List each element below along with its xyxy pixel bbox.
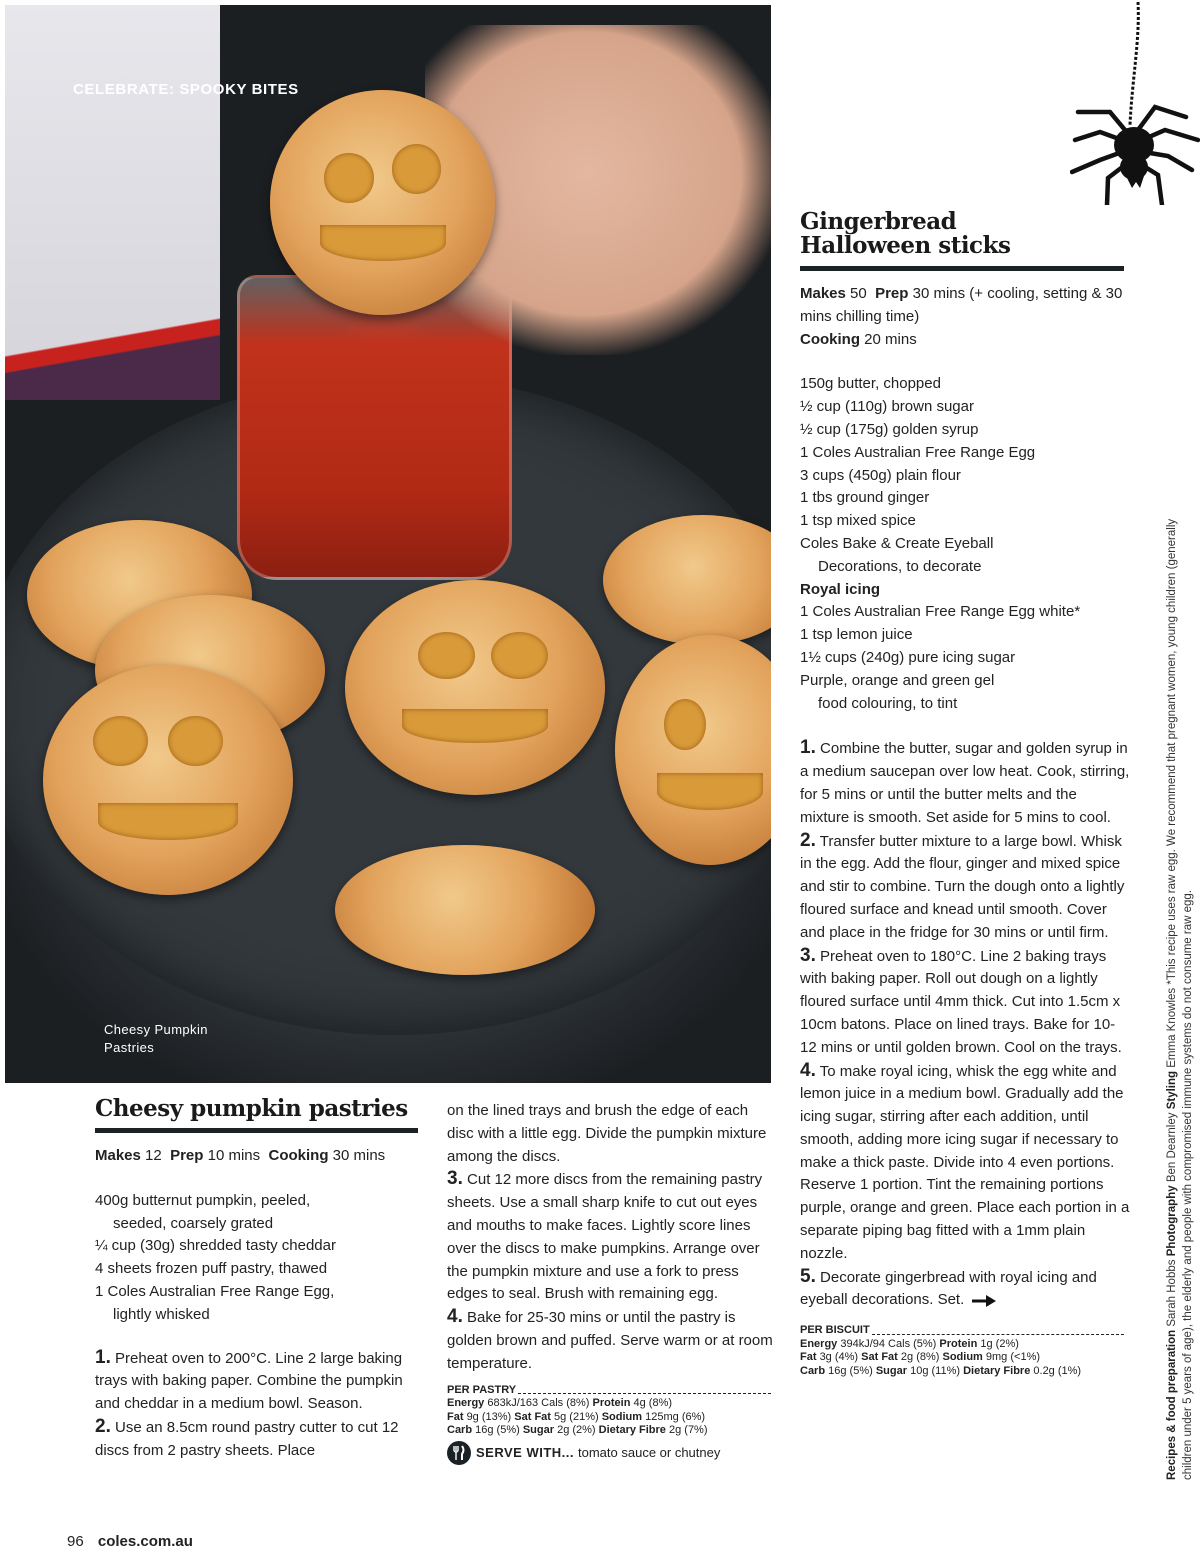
nutrition-header: PER PASTRY	[447, 1384, 771, 1398]
arrow-right-icon	[972, 1295, 996, 1307]
nutrition-panel	[800, 1324, 1124, 1378]
credits-line: Recipes & food preparation Sarah Hobbs Photography Ben Dearnley Styling Emma Knowles *This recipe uses raw egg. We recommend that pregnant women, young children (generally children under 5 years of age), the elderly and people with compromised immune systems do not consume raw egg.	[1166, 518, 1194, 1480]
step-text: Combine the butter, sugar and golden syrup in a medium saucepan over low heat. Cook, stirring, for 5 mins or until the butter melts and the mixture is smooth. Set aside for 5 mins to cool.	[800, 740, 1130, 826]
ingredient: Purple, orange and green gel	[800, 671, 995, 689]
method-step	[800, 1266, 1130, 1313]
page-footer	[67, 1533, 193, 1550]
ingredient: Decorations, to decorate	[818, 557, 982, 575]
ingredient-list	[95, 1190, 425, 1327]
cooking-label: Cooking	[268, 1147, 329, 1164]
makes-value: 50	[850, 285, 867, 302]
pastry	[335, 845, 595, 975]
ingredient: 4 sheets frozen puff pastry, thawed	[95, 1260, 328, 1278]
pastry-eye	[418, 632, 475, 679]
ingredient: ½ cup (175g) golden syrup	[800, 420, 979, 438]
prep-label: Prep	[875, 285, 909, 302]
makes-label: Makes	[95, 1147, 141, 1164]
ingredient: 1 Coles Australian Free Range Egg	[800, 443, 1036, 461]
page-number: 96	[67, 1533, 84, 1550]
step-number: 5.	[800, 1265, 816, 1287]
ingredient: seeded, coarsely grated	[113, 1214, 274, 1232]
step-text: Preheat oven to 200°C. Line 2 large baking trays with baking paper. Combine the pumpkin and cheddar in a medium bowl. Season.	[95, 1349, 403, 1413]
method-step	[800, 1060, 1130, 1266]
step-number: 1.	[95, 1346, 111, 1368]
method-steps	[95, 1347, 425, 1463]
pastry-eye	[491, 632, 548, 679]
cooking-value: 20 mins	[864, 330, 917, 348]
makes-value: 12	[145, 1147, 162, 1164]
pastry-held	[270, 90, 495, 315]
pastry-mouth	[657, 773, 763, 810]
ingredient: Coles Bake & Create Eyeball	[800, 534, 994, 552]
ingredient: 1 Coles Australian Free Range Egg,	[95, 1282, 335, 1300]
pastry	[345, 580, 605, 795]
method-step	[800, 945, 1130, 1060]
recipe-title	[800, 210, 1130, 258]
method-step	[95, 1416, 425, 1463]
nutrition-panel	[447, 1384, 771, 1438]
nutrition-row: Energy 683kJ/163 Cals (8%) Protein 4g (8%)	[447, 1397, 673, 1410]
ingredient: 1 Coles Australian Free Range Egg white*	[800, 603, 1081, 621]
step-text: Preheat oven to 180°C. Line 2 baking trays with baking paper. Roll out dough on a lightly floured surface until 4mm thick. Cut into 1.5cm x 10cm batons. Place on lined trays. Bake for 10-12 mins or until golden brown. Cool on the trays.	[800, 947, 1122, 1056]
site-link[interactable]: coles.com.au	[97, 1533, 193, 1550]
step-number: 2.	[95, 1415, 111, 1437]
recipe-title-line: Halloween sticks	[800, 232, 1011, 259]
hero-photo	[5, 5, 771, 1083]
step-number: 2.	[800, 829, 816, 851]
prep-value: 30 mins (+ cooling, setting & 30 mins chilling time)	[800, 285, 1123, 325]
ingredient: 3 cups (450g) plain flour	[800, 466, 961, 484]
recipe-title: Cheesy pumpkin pastries	[95, 1095, 408, 1122]
pastry-eye	[168, 716, 223, 767]
credits	[1165, 500, 1196, 1480]
pastry-eye	[324, 153, 374, 203]
ingredient: food colouring, to tint	[818, 694, 958, 712]
step-number: 3.	[447, 1168, 463, 1190]
step-text: Decorate gingerbread with royal icing and eyeball decorations. Set.	[800, 1268, 1097, 1309]
method-steps	[800, 737, 1130, 1312]
method-step	[800, 830, 1130, 945]
nutrition-header: PER BISCUIT	[800, 1324, 1124, 1338]
hanging-spider-icon	[1070, 0, 1200, 205]
photo-caption-line: Cheesy Pumpkin	[104, 1022, 208, 1037]
method-step-continued	[447, 1100, 777, 1168]
method-step	[447, 1168, 777, 1306]
ingredient: 1 tsp lemon juice	[800, 626, 913, 644]
recipe-gingerbread	[800, 210, 1130, 1378]
step-number: 3.	[800, 944, 816, 966]
ingredient: 1 tsp mixed spice	[800, 512, 916, 530]
prep-label: Prep	[170, 1147, 204, 1164]
step-number: 1.	[800, 737, 816, 759]
cooking-value: 30 mins	[332, 1147, 386, 1164]
ingredient: lightly whisked	[113, 1305, 210, 1323]
photo-caption	[104, 1021, 264, 1057]
step-text: on the lined trays and brush the edge of each disc with a little egg. Divide the pumpkin mixture among the discs.	[447, 1102, 767, 1165]
pastry	[43, 665, 293, 895]
ingredient: 400g butternut pumpkin, peeled,	[95, 1191, 311, 1209]
pastry-eye	[392, 144, 442, 194]
recipe-meta	[800, 283, 1130, 351]
step-number: 4.	[447, 1306, 463, 1328]
recipe-pumpkin-col2	[447, 1100, 777, 1465]
serve-with-text: tomato sauce or chutney	[578, 1445, 721, 1461]
photo-shirt-red	[5, 255, 220, 400]
recipe-title-line: Gingerbread	[800, 208, 957, 235]
raw-egg-note: *This recipe uses raw egg. We recommend that pregnant women, young children (generally children under 5 years of age), the elderly and people with compromised immune systems do not consume raw egg.	[1166, 518, 1194, 1480]
pastry-mouth	[402, 709, 548, 743]
ingredient-list	[800, 373, 1130, 715]
pastry-mouth	[320, 225, 446, 261]
method-steps	[447, 1100, 777, 1376]
nutrition-row: Carb 16g (5%) Sugar 2g (2%) Dietary Fibre 2g (7%)	[447, 1424, 708, 1437]
step-number: 4.	[800, 1059, 816, 1081]
serve-with	[447, 1441, 777, 1465]
pastry-eye	[664, 699, 706, 750]
cooking-label: Cooking	[800, 330, 860, 348]
nutrition-row: Fat 9g (13%) Sat Fat 5g (21%) Sodium 125mg (6%)	[447, 1410, 706, 1423]
step-text: Bake for 25-30 mins or until the pastry is golden brown and puffed. Serve warm or at room temperature.	[447, 1309, 773, 1372]
recipe-meta	[95, 1145, 425, 1168]
ingredient: ½ cup (110g) brown sugar	[800, 398, 974, 416]
section-tag: CELEBRATE: SPOOKY BITES	[73, 81, 299, 98]
ingredient: 1 tbs ground ginger	[800, 489, 930, 507]
step-text: Cut 12 more discs from the remaining pastry sheets. Use a small sharp knife to cut out eyes and mouths to make faces. Lightly score lines over the discs to make pumpkins. Arrange over the pumpkin mixture and use a fork to press edges to seal. Brush with remaining egg.	[447, 1171, 763, 1303]
serve-with-label: SERVE WITH...	[476, 1445, 574, 1461]
method-step	[800, 737, 1130, 829]
fork-knife-icon	[447, 1441, 471, 1465]
ingredient: 150g butter, chopped	[800, 375, 941, 393]
pastry-mouth	[98, 803, 238, 840]
ingredient: ¼ cup (30g) shredded tasty cheddar	[95, 1237, 336, 1255]
ingredient-subheading: Royal icing	[800, 580, 881, 598]
ingredient: 1½ cups (240g) pure icing sugar	[800, 648, 1016, 666]
nutrition-row: Fat 3g (4%) Sat Fat 2g (8%) Sodium 9mg (<1%)	[800, 1351, 1041, 1364]
title-rule	[800, 266, 1124, 271]
method-step	[447, 1306, 777, 1375]
makes-label: Makes	[800, 285, 846, 302]
title-rule	[95, 1128, 418, 1133]
photo-caption-line: Pastries	[104, 1040, 155, 1055]
nutrition-row: Carb 16g (5%) Sugar 10g (11%) Dietary Fibre 0.2g (1%)	[800, 1364, 1082, 1377]
nutrition-row: Energy 394kJ/94 Cals (5%) Protein 1g (2%)	[800, 1337, 1019, 1350]
step-text: To make royal icing, whisk the egg white and lemon juice in a medium bowl. Gradually add the icing sugar, stirring after each addition, until smooth, adding more icing sugar if necessary to make a thick paste. Divide into 4 even portions. Reserve 1 portion. Tint the remaining portions purple, orange and green. Place each portion in a separate piping bag fitted with a 1mm plain nozzle.	[800, 1062, 1130, 1262]
recipe-pumpkin-col1	[95, 1095, 425, 1463]
method-step	[95, 1347, 425, 1416]
prep-value: 10 mins	[207, 1147, 261, 1164]
step-text: Use an 8.5cm round pastry cutter to cut 12 discs from 2 pastry sheets. Place	[95, 1418, 399, 1459]
step-text: Transfer butter mixture to a large bowl. Whisk in the egg. Add the flour, ginger and mixed spice and stir to combine. Turn the dough onto a lightly floured surface and knead until smooth. Cover and place in the fridge for 30 mins or until firm.	[800, 832, 1125, 941]
pastry-eye	[93, 716, 148, 767]
